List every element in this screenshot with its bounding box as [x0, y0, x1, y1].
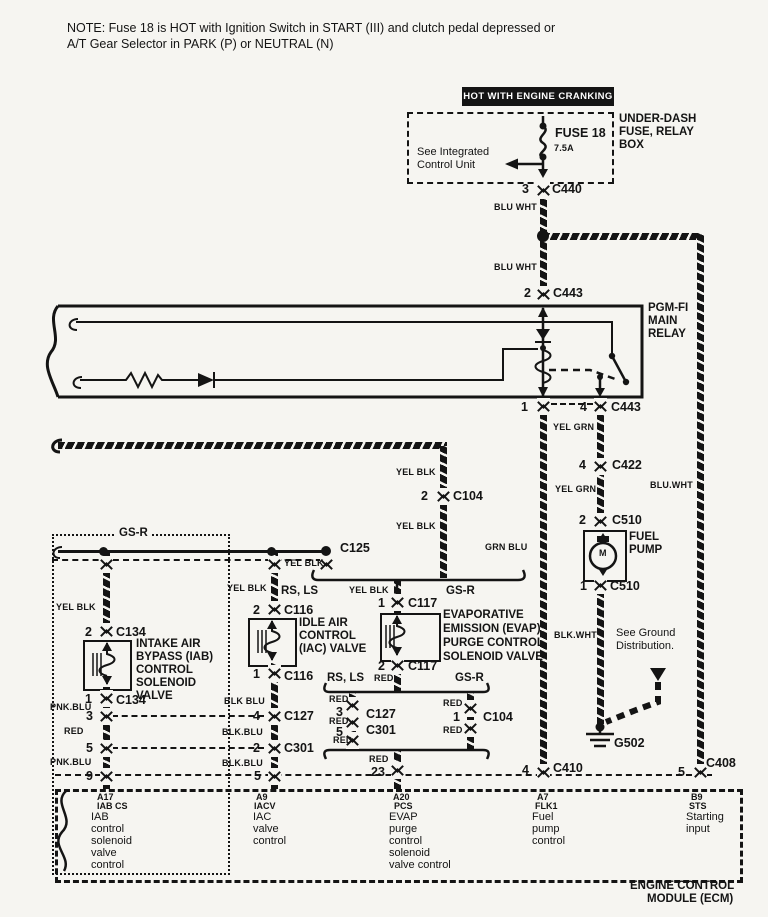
ecm-pin-desc: control [91, 823, 125, 835]
ecm-pin-name: PCS [394, 801, 413, 811]
wire-label: YEL GRN [555, 484, 597, 494]
diode-icon [198, 373, 214, 387]
arrow-up-icon [538, 307, 548, 317]
wire-label: YEL BLK [349, 585, 389, 595]
pin-number: 3 [86, 709, 93, 723]
relay-name-2: MAIN [648, 315, 678, 327]
connector-icon-c125 [100, 556, 113, 573]
see-ground-line-1: See Ground [616, 627, 676, 639]
wire-label: YEL BLK [396, 467, 436, 477]
connector-icon [100, 768, 113, 785]
connector-name-c116: C116 [284, 669, 314, 683]
pin-number: 1 [521, 400, 528, 414]
motor-m-label: M [599, 548, 607, 558]
connector-name-c104: C104 [453, 489, 483, 503]
ecm-pin-desc: pump [532, 823, 560, 835]
bus-bracket-merge [324, 750, 488, 759]
relay-name-3: RELAY [648, 328, 686, 340]
wire-label: BLK.WHT [554, 630, 597, 640]
wire-label: PNK.BLU [50, 757, 92, 767]
wire-label: YEL GRN [553, 422, 595, 432]
pin-number: 2 [378, 659, 385, 673]
fuse-box-name-3: BOX [619, 139, 644, 151]
pin-number: 4 [522, 763, 529, 777]
evap-label-4: SOLENOID VALVE [443, 651, 543, 663]
wire-continuation-hook [53, 440, 62, 452]
ecm-pin-desc: valve [91, 847, 117, 859]
see-integrated-line-2: Control Unit [417, 159, 476, 171]
wire-label: BLK.BLU [222, 727, 263, 737]
connector-name-c127: C127 [284, 709, 314, 723]
pin-number: 5 [86, 741, 93, 755]
connector-name-c440: C440 [552, 182, 582, 196]
connector-icon-c510 [594, 513, 607, 530]
connector-name-c125: C125 [340, 541, 370, 555]
ecm-pin-desc: valve [253, 823, 279, 835]
pin-number: 9 [86, 769, 93, 783]
arrow-down-icon [538, 169, 548, 178]
connector-icon-c422 [594, 458, 607, 475]
pin-number: 2 [253, 741, 260, 755]
pin-number: 5 [336, 725, 343, 739]
ecm-pin-id: A17 [97, 792, 114, 802]
connector-name-c443: C443 [553, 286, 583, 300]
bus-bracket-upper [312, 570, 524, 597]
arrow-left-icon [505, 159, 518, 170]
pin-number: 2 [85, 625, 92, 639]
fuel-pump-label-2: PUMP [629, 544, 663, 556]
connector-name-c301: C301 [284, 741, 314, 755]
iab-label-2: BYPASS (IAB) [136, 651, 214, 663]
connector-icon-c510 [594, 577, 607, 594]
connector-name-c510: C510 [612, 513, 642, 527]
ecm-pin-desc: input [686, 823, 710, 835]
pin-number: 4 [253, 709, 260, 723]
relay-lower-line-resistor [80, 349, 538, 387]
pin-number: 1 [378, 596, 385, 610]
note-line-1: NOTE: Fuse 18 is HOT with Ignition Switch in START (III) and clutch pedal depressed or [67, 21, 556, 35]
pin-number: 1 [580, 579, 587, 593]
connector-name-c117: C117 [408, 596, 438, 610]
connector-name-c134: C134 [116, 693, 146, 707]
connector-icon-c301 [100, 740, 113, 757]
ecm-pin-name: IAB CS [97, 801, 128, 811]
connector-name-c117: C117 [408, 659, 438, 673]
pin-number: 4 [579, 458, 586, 472]
ecm-label-2: MODULE (ECM) [647, 893, 734, 905]
pin-number: 1 [253, 667, 260, 681]
wire-continuation-hook [53, 547, 62, 558]
wire-label: YEL BLK [227, 583, 267, 593]
pin-number: 23 [371, 765, 385, 779]
fuse-rating: 7.5A [554, 143, 574, 153]
connector-icon-c443 [537, 286, 550, 303]
wire-label: BLU WHT [494, 202, 537, 212]
iac-label-3: (IAC) VALVE [299, 643, 367, 655]
iac-label-2: CONTROL [299, 630, 356, 642]
pin-number: 3 [522, 182, 529, 196]
pin-number: 4 [580, 400, 587, 414]
connector-name-c510: C510 [610, 579, 640, 593]
connector-name-c127: C127 [366, 707, 396, 721]
connector-icon-c117 [391, 657, 404, 674]
wire-label: RED [369, 754, 389, 764]
wire-label: BLU.WHT [650, 480, 693, 490]
fuse-element-icon [540, 126, 545, 157]
pin-number: 1 [453, 710, 460, 724]
fuse-box-name-2: FUSE, RELAY [619, 126, 694, 138]
wire-label: BLU WHT [494, 262, 537, 272]
connector-icon [464, 720, 477, 737]
connector-icon [391, 762, 404, 779]
hot-with-engine-cranking-banner: HOT WITH ENGINE CRANKING [462, 87, 614, 106]
ecm-torn-edge [58, 791, 66, 871]
wire-label: RED [329, 694, 349, 704]
wire-label: RED [443, 725, 463, 735]
harness-label-gsr: GS-R [446, 585, 475, 597]
evap-label-1: EVAPORATIVE [443, 609, 524, 621]
connector-name-c134: C134 [116, 625, 146, 639]
see-integrated-line-1: See Integrated [417, 146, 490, 158]
ecm-pin-name: FLK1 [535, 801, 558, 811]
ecm-pin-desc: Fuel [532, 811, 554, 823]
connector-icon-c116 [268, 601, 281, 618]
wire-label: GRN BLU [485, 542, 528, 552]
junction-dot [540, 345, 546, 351]
see-ground-line-2: Distribution. [616, 640, 675, 652]
iab-label-4: SOLENOID [136, 677, 197, 689]
diode-icon [536, 329, 550, 340]
ecm-pin-id: A9 [256, 792, 268, 802]
ecm-label-1: ENGINE CONTROL [630, 880, 735, 892]
fuse-wire [514, 116, 543, 170]
connector-icon-c104 [437, 488, 450, 505]
connector-icon-c117 [391, 594, 404, 611]
wire-label: RED [374, 673, 394, 683]
wire-label: RED [64, 726, 84, 736]
harness-label-gsr: GS-R [116, 527, 151, 539]
fuse-terminal-dot [540, 154, 547, 161]
connector-icon-c104 [464, 700, 477, 717]
relay-upper-line [76, 322, 612, 355]
ecm-pin-desc: valve control [389, 859, 451, 871]
connector-icon-c127 [100, 708, 113, 725]
fuse-label: FUSE 18 [555, 126, 606, 140]
wire-label: YEL BLK [284, 558, 324, 568]
connector-name-c410: C410 [553, 761, 583, 775]
iab-label-3: CONTROL [136, 664, 193, 676]
evap-label-2: EMISSION (EVAP) [443, 623, 541, 635]
ground-id: G502 [614, 736, 645, 750]
ecm-pin-desc: solenoid [91, 835, 132, 847]
wire-continuation-hook [74, 377, 82, 388]
connector-icon-c443-pin4 [594, 398, 607, 415]
pin-number: 2 [524, 286, 531, 300]
ecm-pin-name: IACV [254, 801, 276, 811]
connector-icon [268, 768, 281, 785]
pin-number: 2 [253, 603, 260, 617]
ecm-pin-desc: IAC [253, 811, 272, 823]
connector-name-c408: C408 [706, 756, 736, 770]
evap-label-3: PURGE CONTROL [443, 637, 544, 649]
harness-label-rs-ls: RS, LS [327, 672, 365, 684]
wire-label: RED [443, 698, 463, 708]
junction-dot [537, 230, 549, 242]
connector-icon-c301 [268, 740, 281, 757]
iab-label-5: VALVE [136, 690, 173, 702]
connector-icon-c134 [100, 623, 113, 640]
connector-icon-c127 [268, 708, 281, 725]
connector-icon-c116 [268, 665, 281, 682]
wire-label: RED [329, 716, 349, 726]
ground-lead-dashed [606, 682, 658, 722]
iab-label-1: INTAKE AIR [136, 638, 201, 650]
connector-name-c116: C116 [284, 603, 314, 617]
note-line-2: A/T Gear Selector in PARK (P) or NEUTRAL (N) [67, 37, 334, 51]
connector-icon-c410 [537, 764, 550, 781]
harness-label-rs-ls: RS, LS [281, 585, 319, 597]
connector-name-c104: C104 [483, 710, 513, 724]
ecm-pin-desc: purge [389, 823, 418, 835]
pin-number: 2 [421, 489, 428, 503]
connector-icon-c440 [537, 182, 550, 199]
wire-label: BLK BLU [224, 696, 265, 706]
wire-label: BLK.BLU [222, 758, 263, 768]
ecm-pin-desc: IAB [91, 811, 109, 823]
ecm-pin-id: A20 [393, 792, 410, 802]
ground-icon [586, 727, 614, 746]
relay-actuation-link [549, 370, 618, 380]
connector-name-c422: C422 [612, 458, 642, 472]
harness-label-gsr: GS-R [455, 672, 484, 684]
connector-icon-c134 [100, 690, 113, 707]
ecm-pin-id: A7 [537, 792, 549, 802]
relay-name-1: PGM-FI [648, 302, 689, 314]
fuse-terminal-dot [540, 123, 547, 130]
ecm-pin-desc: control [253, 835, 287, 847]
fuse-box-name-1: UNDER-DASH [619, 113, 697, 125]
pin-number: 5 [254, 769, 261, 783]
ecm-pin-desc: control [91, 859, 125, 871]
pin-number: 5 [678, 765, 685, 779]
ecm-pin-name: STS [689, 801, 707, 811]
wire-label: YEL BLK [56, 602, 96, 612]
ecm-pin-desc: Starting [686, 811, 724, 823]
connector-name-c443: C443 [611, 400, 641, 414]
fuel-pump-label-1: FUEL [629, 531, 660, 543]
wire-label: YEL BLK [396, 521, 436, 531]
switch-contact [623, 379, 629, 385]
ecm-pin-desc: control [389, 835, 423, 847]
ecm-pin-id: B9 [691, 792, 703, 802]
arrow-down-icon [650, 668, 666, 681]
wire-label: PNK.BLU [50, 702, 92, 712]
connector-icon-c443-pin1 [537, 398, 550, 415]
connector-name-c301: C301 [366, 723, 396, 737]
pin-number: 3 [336, 705, 343, 719]
ecm-pin-desc: control [532, 835, 566, 847]
ecm-pin-desc: solenoid [389, 847, 430, 859]
pin-number: 1 [85, 692, 92, 706]
pin-number: 2 [579, 513, 586, 527]
solenoid-core-bars [386, 625, 394, 648]
iac-label-1: IDLE AIR [299, 617, 348, 629]
wire-continuation-hook [70, 319, 78, 330]
bus-bracket-split [324, 683, 488, 692]
ecm-pin-desc: EVAP [389, 811, 418, 823]
connector-icon-c125 [268, 556, 281, 573]
wire-label: RED [333, 735, 353, 745]
